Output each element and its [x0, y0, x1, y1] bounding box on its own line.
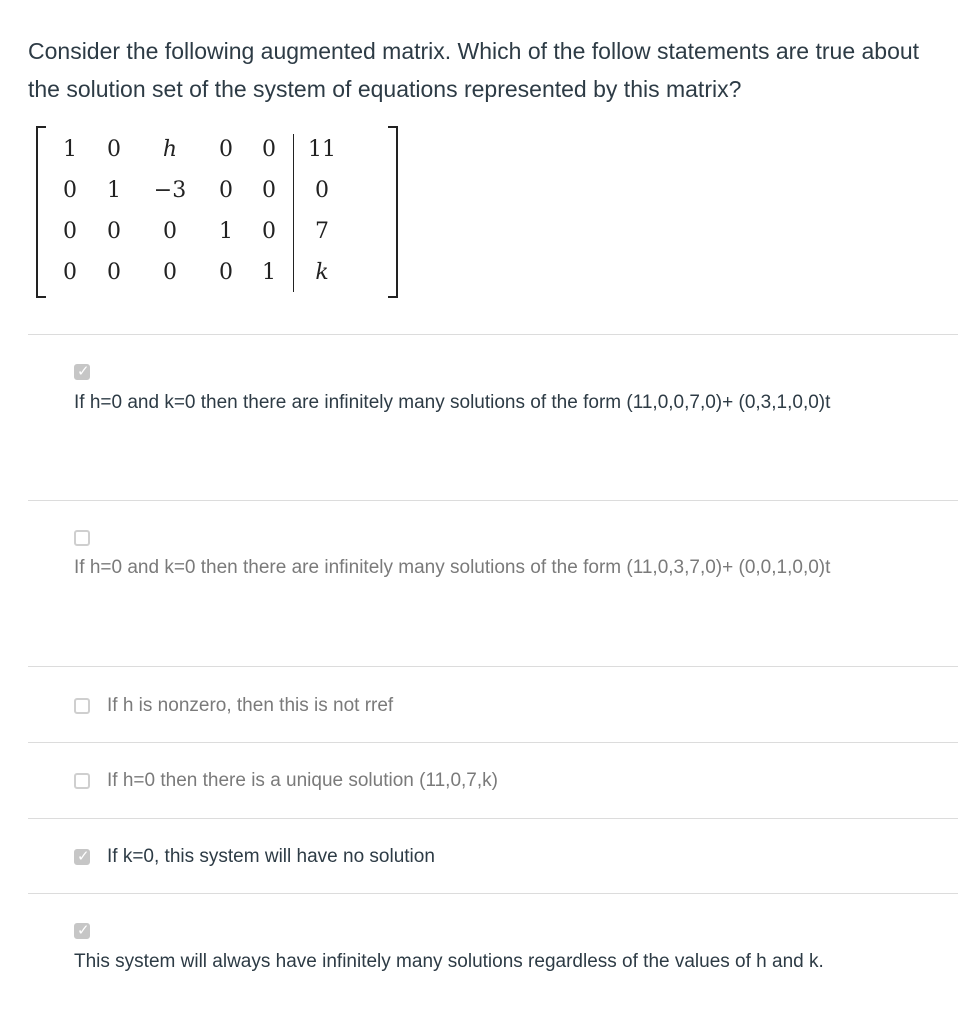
option-6-checkbox[interactable]	[74, 923, 90, 939]
checkmark-icon: ✓	[77, 921, 90, 939]
option-divider	[28, 500, 958, 501]
option-2-text: If h=0 and k=0 then there are infinitely many solutions of the form (11,0,3,7,0)+ (0,0,1,0,0)t	[74, 557, 831, 578]
matrix-cell: 0	[262, 219, 276, 244]
option-divider	[28, 666, 958, 667]
option-3-checkbox[interactable]	[74, 698, 90, 714]
matrix-left-bracket	[36, 126, 46, 298]
matrix-cell: 0	[262, 137, 276, 162]
augment-separator	[293, 134, 294, 292]
question-text: Consider the following augmented matrix. Which of the follow statements are true about the solution set of the system of equations represented by this matrix?	[28, 38, 920, 102]
option-divider	[28, 893, 958, 894]
matrix-cell: 0	[219, 260, 233, 285]
option-5-checkbox[interactable]	[74, 849, 90, 865]
matrix-cell: 0	[219, 137, 233, 162]
matrix-right-bracket	[388, 126, 398, 298]
option-6-text: This system will always have infinitely many solutions regardless of the values of h and k.	[74, 951, 824, 972]
matrix-cell: 1	[63, 137, 77, 162]
matrix-cell: 1	[219, 219, 233, 244]
option-1-checkbox[interactable]	[74, 364, 90, 380]
matrix-cell: 0	[63, 260, 77, 285]
matrix-cell: −3	[153, 178, 187, 203]
augmented-matrix	[36, 126, 366, 296]
matrix-cell: 0	[107, 137, 121, 162]
option-3-text: If h is nonzero, then this is not rref	[107, 695, 394, 716]
matrix-cell: 0	[219, 178, 233, 203]
matrix-cell: 0	[315, 178, 329, 203]
option-divider	[28, 818, 958, 819]
matrix-cell: 0	[163, 219, 177, 244]
option-4-checkbox[interactable]	[74, 773, 90, 789]
matrix-cell: 0	[262, 178, 276, 203]
option-divider	[28, 742, 958, 743]
matrix-cell: 0	[107, 219, 121, 244]
checkmark-icon: ✓	[77, 362, 90, 380]
matrix-cell: 1	[107, 178, 121, 203]
option-divider	[28, 334, 958, 335]
checkmark-icon: ✓	[77, 847, 90, 865]
matrix-cell: 0	[63, 219, 77, 244]
matrix-cell: 11	[308, 137, 336, 162]
matrix-cell: k	[315, 260, 329, 285]
matrix-cell: 1	[262, 260, 276, 285]
matrix-cell: 7	[315, 219, 329, 244]
matrix-cell: 0	[163, 260, 177, 285]
option-4-text: If h=0 then there is a unique solution (11,0,7,k)	[107, 770, 498, 791]
option-2-checkbox[interactable]	[74, 530, 90, 546]
matrix-cell: 0	[63, 178, 77, 203]
option-1-text: If h=0 and k=0 then there are infinitely many solutions of the form (11,0,0,7,0)+ (0,3,1,0,0)t	[74, 392, 831, 413]
matrix-cell: 0	[107, 260, 121, 285]
matrix-cell: h	[162, 137, 178, 162]
option-5-text: If k=0, this system will have no solution	[107, 846, 435, 867]
